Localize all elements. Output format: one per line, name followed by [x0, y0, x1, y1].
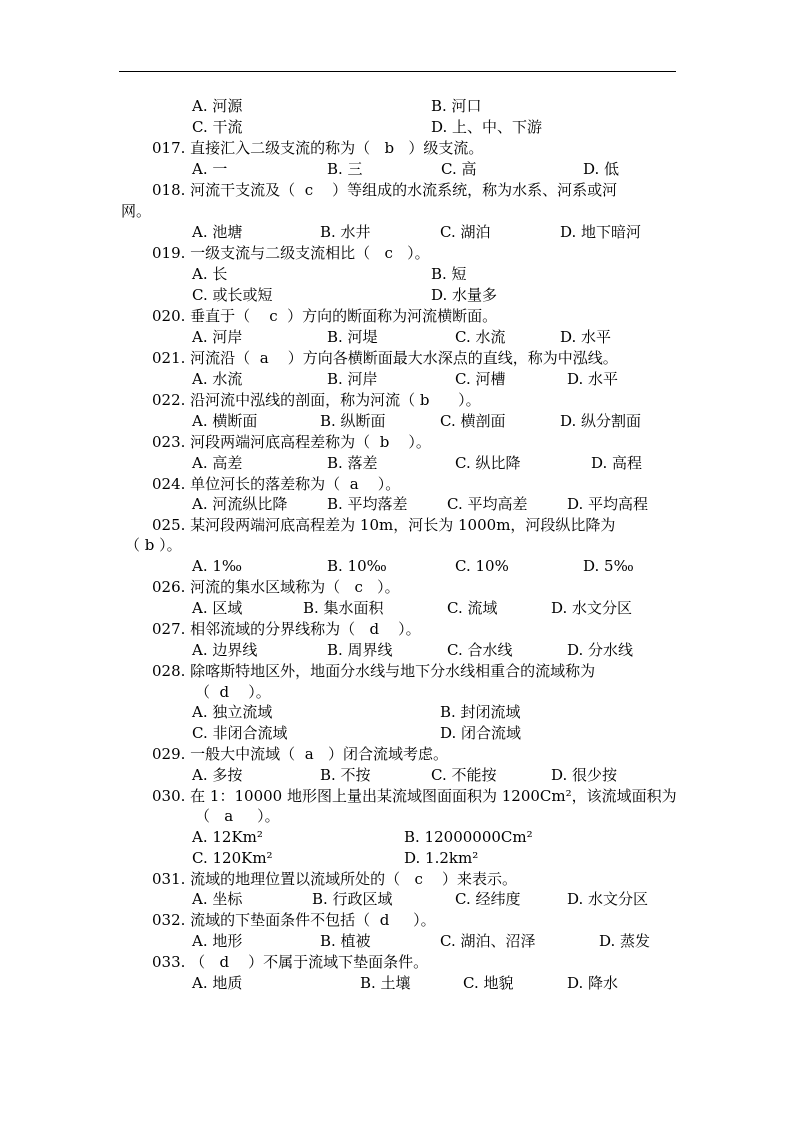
- option-b: B. 平均落差: [327, 495, 408, 513]
- option-b: B. 不按: [320, 766, 371, 784]
- option-d: D. 很少按: [551, 766, 618, 784]
- option-a: A. 地形: [192, 932, 243, 950]
- question-stem: 025. 某河段两端河底高程差为 10m，河长为 1000m，河段纵比降为: [152, 516, 616, 534]
- question-stem: 031. 流域的地理位置以流域所处的（ c ）来表示。: [152, 870, 517, 888]
- option-c: C. 平均高差: [447, 495, 528, 513]
- option-d: D. 纵分割面: [560, 412, 642, 430]
- question-stem: 026. 河流的集水区域称为（ c ）。: [152, 578, 400, 596]
- option-b: B. 河口: [431, 97, 482, 115]
- option-c: C. 湖泊、沼泽: [440, 932, 536, 950]
- option-d: D. 蒸发: [599, 932, 651, 950]
- question-stem: 029. 一般大中流域（ a ）闭合流域考虑。: [152, 745, 448, 763]
- option-c: C. 合水线: [447, 641, 513, 659]
- question-stem: 021. 河流沿（ a ）方向各横断面最大水深点的直线，称为中泓线。: [152, 349, 618, 367]
- option-a: C. 非闭合流域: [192, 724, 288, 742]
- question-stem-continued: （ a ）。: [195, 807, 280, 825]
- question-stem-continued: （ b ）。: [125, 536, 182, 554]
- option-a: A. 横断面: [192, 412, 258, 430]
- option-b: D. 上、中、下游: [431, 118, 543, 136]
- option-a: C. 或长或短: [192, 286, 273, 304]
- option-b: B. 周界线: [327, 641, 393, 659]
- option-c: C. 10%: [455, 557, 509, 575]
- option-d: D. 平均高程: [567, 495, 649, 513]
- option-c: C. 湖泊: [440, 223, 491, 241]
- option-c: C. 地貌: [463, 974, 514, 992]
- option-a: A. 河源: [192, 97, 243, 115]
- question-stem: 023. 河段两端河底高程差称为（ b ）。: [152, 433, 431, 451]
- option-b: B. 落差: [327, 454, 378, 472]
- option-d: D. 5‰: [583, 557, 634, 575]
- question-stem: 024. 单位河长的落差称为（ a ）。: [152, 475, 401, 493]
- option-c: C. 水流: [455, 328, 506, 346]
- option-b: B. 行政区域: [312, 890, 393, 908]
- question-stem: 017. 直接汇入二级支流的称为（ b ）级支流。: [152, 139, 484, 157]
- option-a: A. 区域: [192, 599, 243, 617]
- option-c: C. 不能按: [431, 766, 497, 784]
- option-d: D. 水文分区: [567, 890, 649, 908]
- option-b: B. 三: [327, 160, 363, 178]
- question-stem: 033. （ d ）不属于流域下垫面条件。: [152, 953, 429, 971]
- option-a: A. 池塘: [192, 223, 243, 241]
- question-stem: 020. 垂直于（ c ）方向的断面称为河流横断面。: [152, 307, 498, 325]
- option-b: B. 纵断面: [320, 412, 386, 430]
- option-b: B. 河岸: [327, 370, 378, 388]
- option-a: C. 干流: [192, 118, 243, 136]
- option-b: B. 短: [431, 265, 467, 283]
- question-stem: 022. 沿河流中泓线的剖面，称为河流（ b ）。: [152, 391, 481, 409]
- option-a: A. 一: [192, 160, 228, 178]
- question-stem: 018. 河流干支流及（ c ）等组成的水流系统，称为水系、河系或河: [152, 181, 618, 199]
- option-a: A. 高差: [192, 454, 243, 472]
- option-d: D. 水平: [567, 370, 619, 388]
- question-stem: 019. 一级支流与二级支流相比（ c ）。: [152, 244, 430, 262]
- option-b: B. 封闭流域: [440, 703, 521, 721]
- header-rule: [119, 71, 676, 72]
- option-a: C. 120Km²: [192, 849, 273, 867]
- option-d: D. 低: [583, 160, 620, 178]
- option-c: C. 横剖面: [440, 412, 506, 430]
- option-b: B. 集水面积: [303, 599, 384, 617]
- option-b: B. 水井: [320, 223, 371, 241]
- option-c: C. 纵比降: [455, 454, 521, 472]
- option-c: C. 经纬度: [455, 890, 521, 908]
- option-b: B. 植被: [320, 932, 371, 950]
- option-a: A. 河岸: [192, 328, 243, 346]
- question-stem-continued: 网。: [121, 202, 152, 220]
- option-b: B. 土壤: [360, 974, 411, 992]
- question-stem: 027. 相邻流域的分界线称为（ d ）。: [152, 620, 421, 638]
- option-a: A. 独立流域: [192, 703, 273, 721]
- option-b: D. 闭合流域: [440, 724, 522, 742]
- option-c: C. 流域: [447, 599, 498, 617]
- option-d: D. 水平: [560, 328, 612, 346]
- option-b: D. 水量多: [431, 286, 498, 304]
- option-a: A. 长: [192, 265, 228, 283]
- option-a: A. 地质: [192, 974, 243, 992]
- option-b: B. 12000000Cm²: [404, 828, 533, 846]
- option-d: D. 高程: [591, 454, 643, 472]
- option-c: C. 高: [441, 160, 477, 178]
- option-d: D. 降水: [567, 974, 619, 992]
- option-b: B. 河堤: [327, 328, 378, 346]
- option-a: A. 12Km²: [192, 828, 263, 846]
- option-a: A. 多按: [192, 766, 243, 784]
- option-a: A. 水流: [192, 370, 243, 388]
- question-stem: 030. 在 1：10000 地形图上量出某流域图面面积为 1200Cm²，该流域面积为: [152, 787, 677, 805]
- option-d: D. 分水线: [567, 641, 634, 659]
- option-d: D. 地下暗河: [560, 223, 642, 241]
- option-a: A. 坐标: [192, 890, 243, 908]
- option-a: A. 1‰: [192, 557, 243, 575]
- question-stem-continued: （ d ）。: [195, 683, 271, 701]
- option-d: D. 水文分区: [551, 599, 633, 617]
- option-c: C. 河槽: [455, 370, 506, 388]
- option-b: B. 10‰: [327, 557, 387, 575]
- question-stem: 032. 流域的下垫面条件不包括（ d ）。: [152, 911, 436, 929]
- option-a: A. 河流纵比降: [192, 495, 288, 513]
- question-stem: 028. 除喀斯特地区外，地面分水线与地下分水线相重合的流域称为: [152, 662, 596, 680]
- option-b: D. 1.2km²: [404, 849, 479, 867]
- option-a: A. 边界线: [192, 641, 258, 659]
